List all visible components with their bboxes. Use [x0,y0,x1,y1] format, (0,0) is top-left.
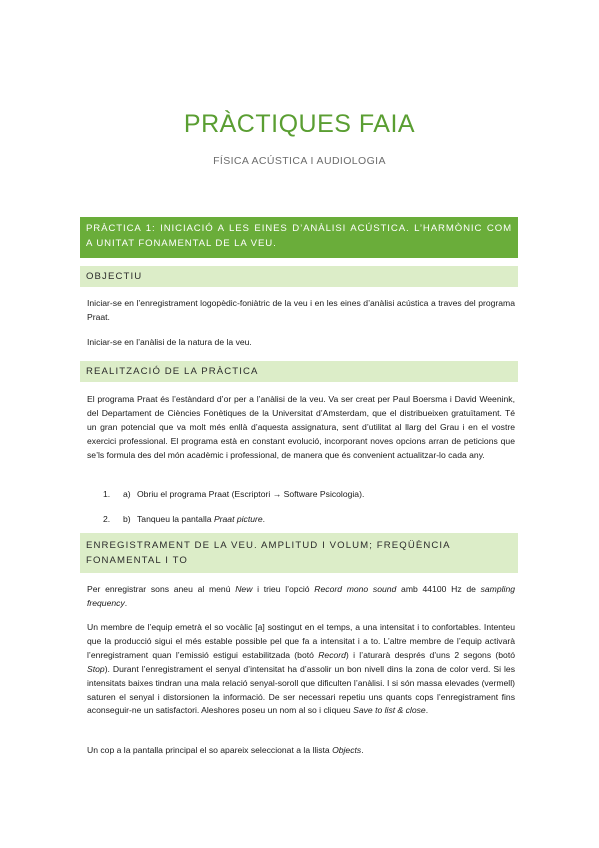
enregistrament-paragraph-2: Un membre de l’equip emetrà el so vocàlic [a] sostingut en el temps, a una intensitat i to confortables. Intenteu que la producció sigui el més estable possible pel que fa a intensitat i a to. L’altre membre de l’equip activarà l’enregistrament quan l’emissió estigui estabilitzada (botó Record) i l’aturarà després d’uns 2 segons (botó Stop). Durant l’enregistrament el senyal d’intensitat ha d’assolir un bon nivell dins la zona de color verd. Si les intensitats baixes tindran una mala relació senyal-soroll que dificulten l’anàlisi. I si són massa elevades (vermell) saturen el senyal i distorsionen la informació. De ser necessari repetiu uns quants cops l’enregistrament fins aconseguir-ne un satisfactori. Aleshores poseu un nom al so i cliqueu Save to list & close. [87,622,516,716]
section-heading-enregistrament: ENREGISTRAMENT DE LA VEU. AMPLITUD I VOLUM; FREQÜÈNCIA FONAMENTAL I TO [80,533,518,573]
enregistrament-paragraph-3: Un cop a la pantalla principal el so apareix seleccionat a la llista Objects. [87,745,364,755]
objectiu-paragraph-1: Iniciar-se en l’enregistrament logopèdic-foniàtric de la veu i en les eines d’anàlisi acústica a traves del programa Praat. [87,298,515,322]
list-text-end: . [262,514,266,524]
list-text: Obriu el programa Praat (Escriptori → Software Psicologia). [137,489,365,499]
list-item [103,488,513,501]
list-item [103,513,513,526]
practice-heading: PRÀCTICA 1: INICIACIÓ A LES EINES D’ANÀLISI ACÚSTICA. L’HARMÒNIC COM A UNITAT FONAMENTAL DE LA VEU. [80,217,518,258]
enregistrament-paragraph-1: Per enregistrar sons aneu al menú New i trieu l’opció Record mono sound amb 44100 Hz de sampling frequency. [87,584,516,608]
section-heading-objectiu: OBJECTIU [80,266,518,287]
list-text-italic: Praat picture [213,514,263,524]
list-text: Tanqueu la pantalla [137,514,214,524]
document-title: PRÀCTIQUES FAIA [183,110,416,138]
objectiu-paragraph-2: Iniciar-se en l’anàlisi de la natura de la veu. [87,337,252,347]
section-heading-realitzacio: REALITZACIÓ DE LA PRÀCTICA [80,361,518,382]
list-number: 2. [103,514,111,524]
realitzacio-paragraph-1: El programa Praat és l’estàndard d’or per a l’anàlisi de la veu. Va ser creat per Paul Boersma i David Weenink, del Departament de Ciències Fonètiques de la Universitat d’Amsterdam, que el distribueixen gratuïtament. Té un gran potencial que va molt més enllà d’aquesta assignatura, sent d’utilitat al llarg del Grau i en el vostre exercici professional. El programa està en constant evolució, incorporant noves opcions arran de peticions que se’ls formula des del món acadèmic i professional, de manera que és convenient actualitzar-lo cada any. [87,394,515,460]
list-number: 1. [103,489,111,499]
document-subtitle: FÍSICA ACÚSTICA I AUDIOLOGIA [213,155,386,167]
list-letter: b) [123,514,131,524]
list-letter: a) [123,489,131,499]
